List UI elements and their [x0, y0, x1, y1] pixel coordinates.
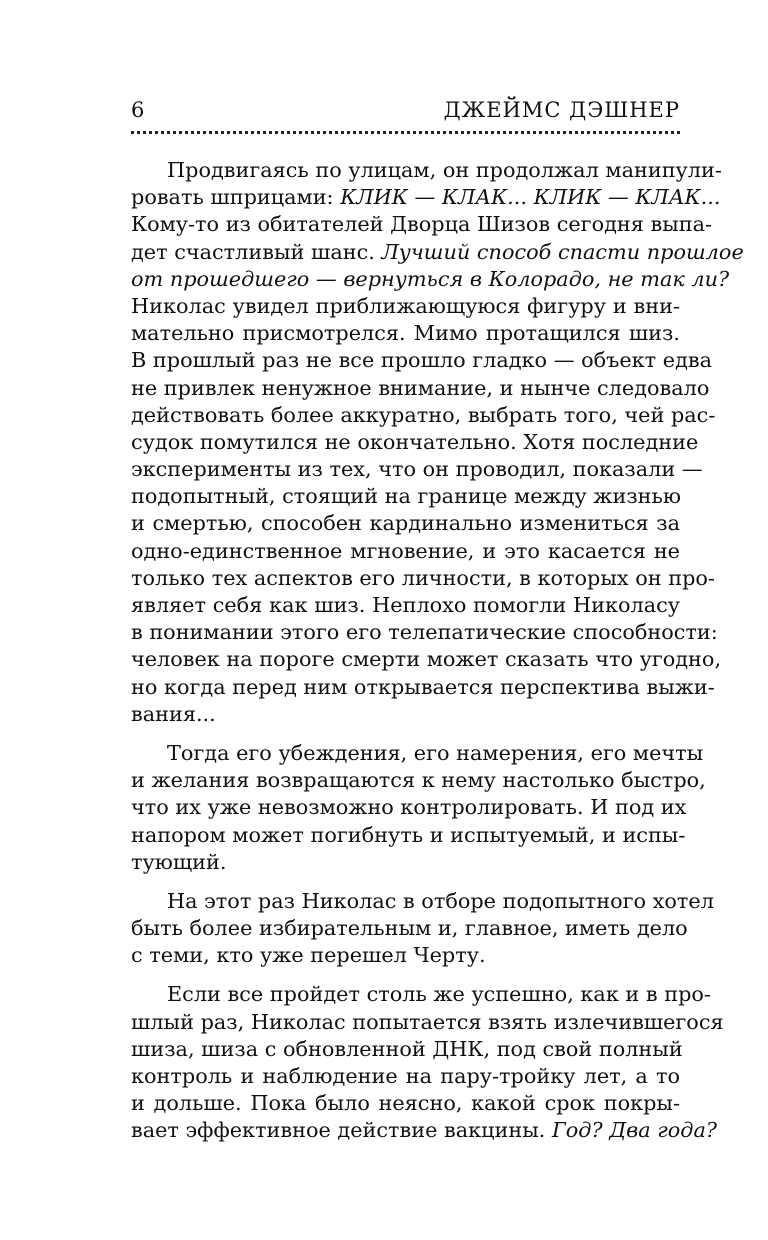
text-run: что их уже невозможно контролировать. И под их — [131, 795, 687, 820]
page-number: 6 — [131, 98, 145, 122]
text-line — [131, 538, 680, 565]
text-line — [131, 915, 688, 942]
text-line — [131, 266, 730, 293]
text-line — [131, 320, 680, 347]
text-line — [131, 429, 699, 456]
text-line — [131, 1036, 683, 1063]
text-run: и дольше. Пока было неясно, какой срок покры- — [131, 1091, 680, 1116]
text-run: дет счастливый шанс. — [131, 239, 382, 264]
paragraph — [131, 981, 724, 1144]
text-run: вания... — [131, 701, 216, 726]
text-line — [131, 565, 715, 592]
text-run: Кому-то из обитателей Дворца Шизов сегодня выпа- — [131, 212, 713, 237]
text-line — [131, 794, 687, 821]
text-run: подопытный, стоящий на границе между жизнью — [131, 484, 681, 509]
page-header — [131, 98, 680, 132]
text-run: и смертью, способен кардинально измениться за — [131, 511, 680, 536]
text-run: ровать шприцами: — [131, 185, 341, 210]
text-line — [131, 981, 711, 1008]
text-line — [131, 211, 713, 238]
text-run: контроль и наблюдение на пару-тройку лет, а то — [131, 1064, 680, 1088]
italic-text: Лучший способ спасти прошлое — [381, 239, 744, 264]
text-line — [131, 347, 713, 374]
text-run: На этот раз Николас в отборе подопытного хотел — [167, 888, 714, 913]
text-line — [131, 740, 704, 767]
text-run: но когда перед ним открывается перспектива выжи- — [131, 674, 715, 699]
text-run: напором может погибнуть и испытуемый, и испы- — [131, 822, 686, 847]
text-line — [131, 592, 680, 619]
text-line — [131, 293, 680, 320]
text-run: являет себя как шиз. Неплохо помогли Николасу — [131, 593, 680, 617]
text-run: шлый раз, Николас попытается взять излечившегося — [131, 1009, 724, 1034]
paragraph — [131, 157, 744, 728]
text-run: тующий. — [131, 849, 227, 874]
italic-text: КЛИК — КЛАК... КЛИК — КЛАК... — [340, 185, 721, 210]
text-line — [131, 184, 721, 211]
text-run: мательно присмотрелся. Мимо протащился шиз. — [131, 321, 680, 346]
text-line — [131, 942, 680, 969]
running-title: ДЖЕЙМС ДЭШНЕР — [443, 98, 680, 122]
text-run: Если все пройдет столь же успешно, как и в про- — [167, 982, 711, 1007]
text-line — [131, 888, 714, 915]
italic-text: Год? Два года? — [552, 1118, 718, 1143]
text-line — [131, 646, 722, 673]
text-line — [131, 1117, 718, 1144]
text-line — [131, 619, 718, 646]
text-line — [131, 1009, 724, 1036]
text-run: судок помутился не окончательно. Хотя последние — [131, 429, 699, 454]
dotted-rule — [131, 131, 680, 134]
text-run: только тех аспектов его личности, в которых он про- — [131, 565, 715, 590]
paragraph — [131, 740, 706, 876]
text-line — [131, 483, 680, 510]
text-run: в понимании этого его телепатические способности: — [131, 620, 718, 645]
text-run: и желания возвращаются к нему настолько быстро, — [131, 768, 706, 793]
text-line — [131, 402, 716, 429]
paragraph — [131, 888, 714, 970]
body-text — [131, 157, 744, 1157]
text-run: действовать более аккуратно, выбрать того, чей рас- — [131, 402, 716, 427]
text-line — [131, 157, 722, 184]
text-run: не привлек ненужное внимание, и нынче следовало — [131, 375, 710, 400]
text-line — [131, 239, 744, 266]
text-run: Продвигаясь по улицам, он продолжал манипули- — [167, 158, 722, 182]
italic-text: от прошедшего — вернуться в Колорадо, не так ли? — [131, 266, 730, 291]
text-line — [131, 674, 715, 701]
text-line — [131, 822, 686, 849]
text-line — [131, 767, 706, 794]
text-run: вает эффективное действие вакцины. — [131, 1118, 553, 1143]
text-line — [131, 375, 710, 402]
text-run: шиза, шиза с обновленной ДНК, под свой полный — [131, 1036, 683, 1061]
text-run: с теми, кто уже перешел Черту. — [131, 943, 486, 968]
text-line — [131, 456, 703, 483]
text-line — [131, 701, 680, 728]
text-run: В прошлый раз не все прошло гладко — объект едва — [131, 348, 713, 373]
text-run: эксперименты из тех, что он проводил, показали — — [131, 457, 703, 482]
text-line — [131, 849, 680, 876]
text-run: одно-единственное мгновение, и это касается не — [131, 538, 680, 563]
text-line — [131, 510, 680, 537]
text-line — [131, 1063, 680, 1090]
text-run: Тогда его убеждения, его намерения, его мечты — [167, 740, 704, 765]
text-run: человек на пороге смерти может сказать что угодно, — [131, 647, 722, 672]
text-line — [131, 1090, 680, 1117]
text-run: быть более избирательным и, главное, иметь дело — [131, 916, 688, 941]
text-run: Николас увидел приближающуюся фигуру и вни- — [131, 293, 680, 318]
